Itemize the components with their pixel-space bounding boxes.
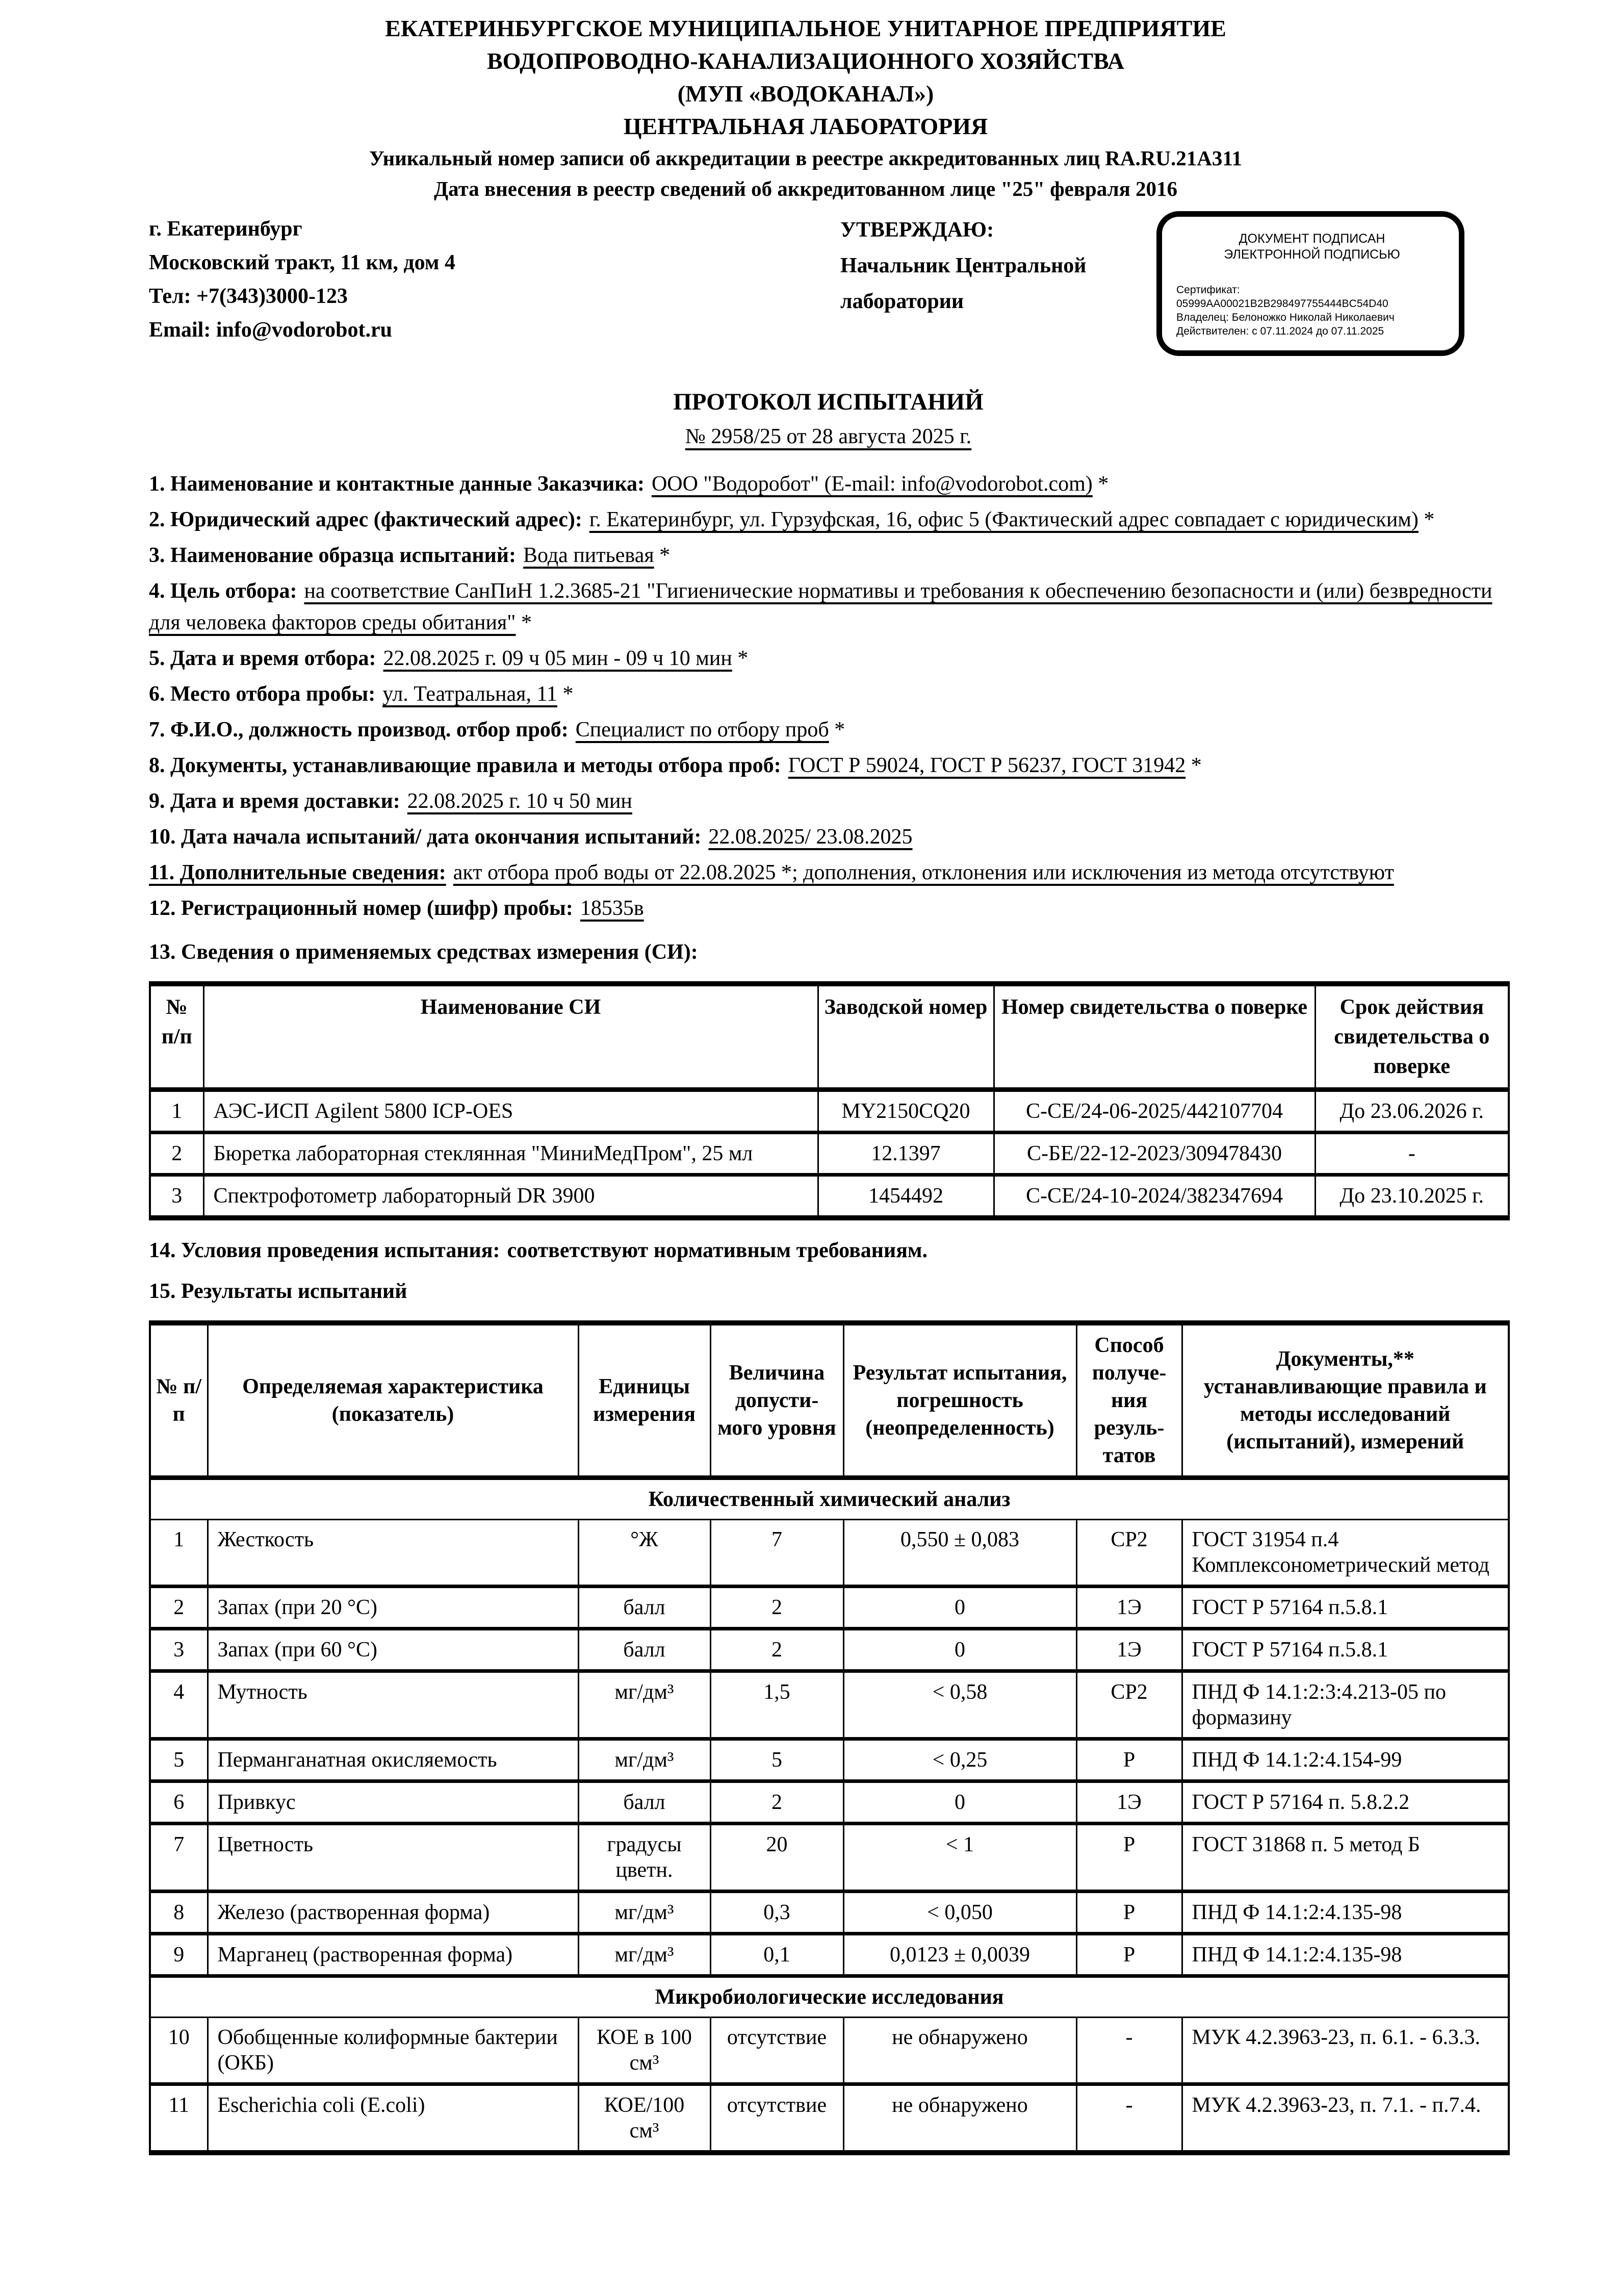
- col-header-method-type: Способ получе-ния резуль-татов: [1076, 1323, 1182, 1478]
- item-14-label: 14. Условия проведения испытания:: [149, 1239, 500, 1262]
- cell-allowed-level: отсутствие: [710, 2084, 843, 2153]
- cell-allowed-level: 2: [710, 1587, 843, 1629]
- stamp-title-line-2: ЭЛЕКТРОННОЙ ПОДПИСЬЮ: [1224, 247, 1400, 262]
- item-11-value: акт отбора проб воды от 22.08.2025 *; дополнения, отклонения или исключения из метода отсутствуют: [453, 861, 1394, 884]
- cell-characteristic: Перманганатная окисляемость: [208, 1739, 578, 1781]
- cell-units: балл: [578, 1629, 710, 1671]
- cell-result: 0: [843, 1629, 1076, 1671]
- item-8-label: 8. Документы, устанавливающие правила и методы отбора проб:: [149, 754, 781, 777]
- cell-characteristic: Жесткость: [208, 1520, 578, 1587]
- item-5: [149, 643, 1508, 674]
- cell-allowed-level: отсутствие: [710, 2018, 843, 2084]
- stamp-cert-number: 05999AA00021B2B298497755444BC54D40: [1176, 298, 1388, 310]
- table-row: [150, 1892, 1509, 1934]
- cell-num: 4: [150, 1671, 208, 1739]
- item-11: [149, 857, 1508, 888]
- item-5-value: 22.08.2025 г. 09 ч 05 мин - 09 ч 10 мин: [383, 647, 732, 670]
- col-header-documents: Документы,** устанавливающие правила и методы исследований (испытаний), измерений: [1182, 1323, 1509, 1478]
- cell-cert-validity: До 23.06.2026 г.: [1315, 1090, 1509, 1133]
- protocol-number-line: № 2958/25 от 28 августа 2025 г.: [685, 425, 972, 448]
- stamp-validity: Действителен: с 07.11.2024 до 07.11.2025: [1176, 325, 1384, 337]
- cell-num: 9: [150, 1934, 208, 1976]
- cell-num: 2: [150, 1133, 203, 1175]
- approval-block: [840, 212, 1086, 319]
- item-5-label: 5. Дата и время отбора:: [149, 647, 376, 670]
- cell-method-type: Р: [1076, 1934, 1182, 1976]
- table-row: [150, 1934, 1509, 1976]
- table-row: [150, 1739, 1509, 1781]
- cell-characteristic: Запах (при 20 °С): [208, 1587, 578, 1629]
- stamp-owner: Владелец: Белоножко Николай Николаевич: [1176, 312, 1395, 323]
- cell-num: 3: [150, 1175, 203, 1218]
- cell-allowed-level: 0,3: [710, 1892, 843, 1934]
- cell-units: °Ж: [578, 1520, 710, 1587]
- cell-units: градусы цветн.: [578, 1824, 710, 1892]
- results-table: [149, 1320, 1510, 2155]
- item-3-label: 3. Наименование образца испытаний:: [149, 544, 516, 567]
- cell-serial: 1454492: [818, 1175, 994, 1218]
- item-7: [149, 714, 1508, 746]
- cell-documents: МУК 4.2.3963-23, п. 6.1. - 6.3.3.: [1182, 2018, 1509, 2084]
- item-4-label: 4. Цель отбора:: [149, 579, 297, 603]
- cell-result: < 1: [843, 1824, 1076, 1892]
- cell-method-type: Р: [1076, 1892, 1182, 1934]
- cell-allowed-level: 2: [710, 1781, 843, 1824]
- item-6-value: ул. Театральная, 11: [382, 682, 557, 706]
- table-row: [150, 1671, 1509, 1739]
- table-row: [150, 2018, 1509, 2084]
- table-row: [150, 1175, 1509, 1218]
- contact-address: Московский тракт, 11 км, дом 4: [149, 251, 455, 274]
- cell-allowed-level: 2: [710, 1629, 843, 1671]
- item-3-suffix: *: [654, 544, 671, 567]
- cell-cert-number: С-СЕ/24-06-2025/442107704: [994, 1090, 1315, 1133]
- col-header-cert-validity: Срок действия свидетельства о поверке: [1315, 984, 1509, 1090]
- cell-si-name: Спектрофотометр лабораторный DR 3900: [203, 1175, 818, 1218]
- cell-characteristic: Escherichia coli (E.coli): [208, 2084, 578, 2153]
- cell-documents: ГОСТ 31954 п.4 Комплексонометрический метод: [1182, 1520, 1509, 1587]
- cell-num: 8: [150, 1892, 208, 1934]
- cell-si-name: АЭС-ИСП Agilent 5800 ICP-OES: [203, 1090, 818, 1133]
- col-header-characteristic: Определяемая характеристика (показатель): [208, 1323, 578, 1478]
- cell-characteristic: Обобщенные колиформные бактерии (ОКБ): [208, 2018, 578, 2084]
- item-1-label: 1. Наименование и контактные данные Заказчика:: [149, 472, 645, 496]
- item-2-value: г. Екатеринбург, ул. Гурзуфская, 16, офис 5 (Фактический адрес совпадает с юридическим): [589, 508, 1419, 531]
- stamp-title-line-1: ДОКУМЕНТ ПОДПИСАН: [1239, 232, 1385, 246]
- table-row: [150, 1824, 1509, 1892]
- cell-result: < 0,25: [843, 1739, 1076, 1781]
- contact-email: Email: info@vodorobot.ru: [149, 318, 392, 342]
- table-row: [150, 1133, 1509, 1175]
- cell-units: КОЕ/100 см³: [578, 2084, 710, 2153]
- accreditation-number-line: Уникальный номер записи об аккредитации в реестре аккредитованных лиц RA.RU.21A311: [369, 146, 1243, 170]
- section-band-chemical-row: [150, 1478, 1509, 1520]
- cell-documents: ГОСТ Р 57164 п. 5.8.2.2: [1182, 1781, 1509, 1824]
- item-2-label: 2. Юридический адрес (фактический адрес):: [149, 508, 582, 531]
- cell-cert-number: С-БЕ/22-12-2023/309478430: [994, 1133, 1315, 1175]
- item-4-suffix: *: [516, 611, 532, 634]
- col-header-num: № п/п: [150, 984, 203, 1090]
- cell-characteristic: Привкус: [208, 1781, 578, 1824]
- cell-result: < 0,58: [843, 1671, 1076, 1739]
- item-9-value: 22.08.2025 г. 10 ч 50 мин: [407, 789, 632, 813]
- cell-characteristic: Марганец (растворенная форма): [208, 1934, 578, 1976]
- cell-cert-validity: -: [1315, 1133, 1509, 1175]
- item-8-value: ГОСТ Р 59024, ГОСТ Р 56237, ГОСТ 31942: [788, 754, 1186, 777]
- cell-method-type: Р: [1076, 1739, 1182, 1781]
- item-14-value: соответствуют нормативным требованиям.: [507, 1239, 928, 1262]
- cell-method-type: -: [1076, 2084, 1182, 2153]
- item-15-title: 15. Результаты испытаний: [149, 1280, 407, 1303]
- cell-units: мг/дм³: [578, 1892, 710, 1934]
- cell-units: КОЕ в 100 см³: [578, 2018, 710, 2084]
- cell-documents: ПНД Ф 14.1:2:3:4.213-05 по формазину: [1182, 1671, 1509, 1739]
- item-12-value: 18535в: [580, 897, 644, 920]
- item-7-label: 7. Ф.И.О., должность производ. отбор проб:: [149, 718, 569, 742]
- cell-result: 0: [843, 1587, 1076, 1629]
- cell-num: 2: [150, 1587, 208, 1629]
- table-row: [150, 1629, 1509, 1671]
- item-7-value: Специалист по отбору проб: [575, 718, 829, 742]
- item-3-value: Вода питьевая: [523, 544, 654, 567]
- cell-num: 6: [150, 1781, 208, 1824]
- item-10-label: 10. Дата начала испытаний/ дата окончания испытаний:: [149, 825, 702, 849]
- section-band-micro-row: [150, 1976, 1509, 2018]
- cell-serial: MY2150CQ20: [818, 1090, 994, 1133]
- results-header-row: [150, 1323, 1509, 1478]
- approval-title: УТВЕРЖДАЮ:: [840, 218, 994, 242]
- cell-method-type: 1Э: [1076, 1629, 1182, 1671]
- stamp-title: [1176, 231, 1448, 263]
- item-6-suffix: *: [557, 682, 574, 706]
- item-9: [149, 785, 1508, 817]
- cell-units: мг/дм³: [578, 1671, 710, 1739]
- cell-method-type: -: [1076, 2018, 1182, 2084]
- org-name-line-2: ВОДОПРОВОДНО-КАНАЛИЗАЦИОННОГО ХОЗЯЙСТВА: [487, 48, 1124, 74]
- table-row: [150, 1520, 1509, 1587]
- cell-num: 10: [150, 2018, 208, 2084]
- cell-result: 0: [843, 1781, 1076, 1824]
- item-9-label: 9. Дата и время доставки:: [149, 789, 400, 813]
- item-3: [149, 540, 1508, 571]
- item-13-title: 13. Сведения о применяемых средствах измерения (СИ):: [149, 940, 698, 964]
- col-header-allowed-level: Величина допусти-мого уровня: [710, 1323, 843, 1478]
- org-name-line-1: ЕКАТЕРИНБУРГСКОЕ МУНИЦИПАЛЬНОЕ УНИТАРНОЕ ПРЕДПРИЯТИЕ: [385, 15, 1226, 41]
- col-header-cert-number: Номер свидетельства о поверке: [994, 984, 1315, 1090]
- org-name-line-4: ЦЕНТРАЛЬНАЯ ЛАБОРАТОРИЯ: [623, 113, 988, 139]
- cell-method-type: СР2: [1076, 1520, 1182, 1587]
- cell-documents: ГОСТ Р 57164 п.5.8.1: [1182, 1587, 1509, 1629]
- cell-method-type: 1Э: [1076, 1781, 1182, 1824]
- cell-result: 0,0123 ± 0,0039: [843, 1934, 1076, 1976]
- cell-documents: ПНД Ф 14.1:2:4.135-98: [1182, 1892, 1509, 1934]
- col-header-result: Результат испытания, погрешность (неопределенность): [843, 1323, 1076, 1478]
- cell-characteristic: Цветность: [208, 1824, 578, 1892]
- cell-allowed-level: 5: [710, 1739, 843, 1781]
- cell-units: мг/дм³: [578, 1934, 710, 1976]
- item-11-label: 11. Дополнительные сведения:: [149, 861, 446, 884]
- lab-contacts: [149, 212, 455, 347]
- cell-characteristic: Запах (при 60 °С): [208, 1629, 578, 1671]
- cell-num: 3: [150, 1629, 208, 1671]
- item-10-value: 22.08.2025/ 23.08.2025: [708, 825, 913, 849]
- org-name-line-3: (МУП «ВОДОКАНАЛ»): [677, 81, 934, 107]
- item-10: [149, 821, 1508, 853]
- item-14: [149, 1235, 1623, 1266]
- table-row: [150, 1090, 1509, 1133]
- approval-position-line-1: Начальник Центральной: [840, 254, 1087, 277]
- cell-cert-number: С-СЕ/24-10-2024/382347694: [994, 1175, 1315, 1218]
- instruments-table: [149, 981, 1510, 1220]
- table-row: [150, 2084, 1509, 2153]
- cell-units: мг/дм³: [578, 1739, 710, 1781]
- col-header-num: № п/п: [150, 1323, 208, 1478]
- digital-signature-stamp: [1156, 211, 1464, 356]
- col-header-serial: Заводской номер: [818, 984, 994, 1090]
- item-12: [149, 892, 1508, 924]
- item-1: [149, 468, 1508, 500]
- item-4: [149, 575, 1508, 639]
- cell-allowed-level: 1,5: [710, 1671, 843, 1739]
- cell-serial: 12.1397: [818, 1133, 994, 1175]
- cell-result: < 0,050: [843, 1892, 1076, 1934]
- item-1-suffix: *: [1092, 472, 1109, 496]
- cell-result: 0,550 ± 0,083: [843, 1520, 1076, 1587]
- table-row: [150, 1587, 1509, 1629]
- cell-allowed-level: 20: [710, 1824, 843, 1892]
- item-4-value: на соответствие СанПиН 1.2.3685-21 "Гигиенические нормативы и требования к обеспечению безопасности и (или) безвредности для человека факторов среды обитания": [149, 579, 1492, 634]
- instruments-header-row: [150, 984, 1509, 1090]
- item-5-suffix: *: [732, 647, 749, 670]
- cell-units: балл: [578, 1781, 710, 1824]
- table-row: [150, 1781, 1509, 1824]
- cell-characteristic: Железо (растворенная форма): [208, 1892, 578, 1934]
- cell-documents: ПНД Ф 14.1:2:4.154-99: [1182, 1739, 1509, 1781]
- items-list: [149, 468, 1508, 924]
- item-6-label: 6. Место отбора пробы:: [149, 682, 376, 706]
- section-band-chemical: Количественный химический анализ: [150, 1478, 1509, 1520]
- item-8-suffix: *: [1186, 754, 1202, 777]
- cell-num: 11: [150, 2084, 208, 2153]
- accreditation-date-line: Дата внесения в реестр сведений об аккредитованном лице "25" февраля 2016: [433, 177, 1178, 200]
- cell-method-type: Р: [1076, 1824, 1182, 1892]
- cell-units: балл: [578, 1587, 710, 1629]
- cell-result: не обнаружено: [843, 2018, 1076, 2084]
- item-8: [149, 750, 1508, 781]
- cell-characteristic: Мутность: [208, 1671, 578, 1739]
- item-2-suffix: *: [1418, 508, 1435, 531]
- stamp-details: [1176, 283, 1448, 338]
- cell-num: 5: [150, 1739, 208, 1781]
- contact-phone: Тел: +7(343)3000-123: [149, 285, 348, 308]
- cell-num: 1: [150, 1520, 208, 1587]
- cell-num: 7: [150, 1824, 208, 1892]
- cell-documents: ГОСТ 31868 п. 5 метод Б: [1182, 1824, 1509, 1892]
- item-12-label: 12. Регистрационный номер (шифр) пробы:: [149, 897, 573, 920]
- cell-cert-validity: До 23.10.2025 г.: [1315, 1175, 1509, 1218]
- item-7-suffix: *: [829, 718, 845, 742]
- stamp-cert-label: Сертификат:: [1176, 284, 1240, 296]
- cell-num: 1: [150, 1090, 203, 1133]
- title-block: [149, 387, 1508, 451]
- head-row: [0, 211, 1623, 370]
- cell-documents: МУК 4.2.3963-23, п. 7.1. - п.7.4.: [1182, 2084, 1509, 2153]
- document-header: [51, 0, 1560, 204]
- cell-method-type: СР2: [1076, 1671, 1182, 1739]
- cell-si-name: Бюретка лабораторная стеклянная "МиниМедПром", 25 мл: [203, 1133, 818, 1175]
- cell-documents: ГОСТ Р 57164 п.5.8.1: [1182, 1629, 1509, 1671]
- cell-method-type: 1Э: [1076, 1587, 1182, 1629]
- col-header-si-name: Наименование СИ: [203, 984, 818, 1090]
- item-2: [149, 504, 1508, 535]
- item-6: [149, 678, 1508, 710]
- page-title: ПРОТОКОЛ ИСПЫТАНИЙ: [673, 389, 984, 415]
- approval-position-line-2: лаборатории: [840, 290, 964, 313]
- cell-result: не обнаружено: [843, 2084, 1076, 2153]
- cell-allowed-level: 0,1: [710, 1934, 843, 1976]
- contact-city: г. Екатеринбург: [149, 217, 302, 241]
- col-header-units: Единицы измерения: [578, 1323, 710, 1478]
- cell-allowed-level: 7: [710, 1520, 843, 1587]
- cell-documents: ПНД Ф 14.1:2:4.135-98: [1182, 1934, 1509, 1976]
- item-1-value: ООО "Водоробот" (E-mail: info@vodorobot.com): [651, 472, 1093, 496]
- section-band-micro: Микробиологические исследования: [150, 1976, 1509, 2018]
